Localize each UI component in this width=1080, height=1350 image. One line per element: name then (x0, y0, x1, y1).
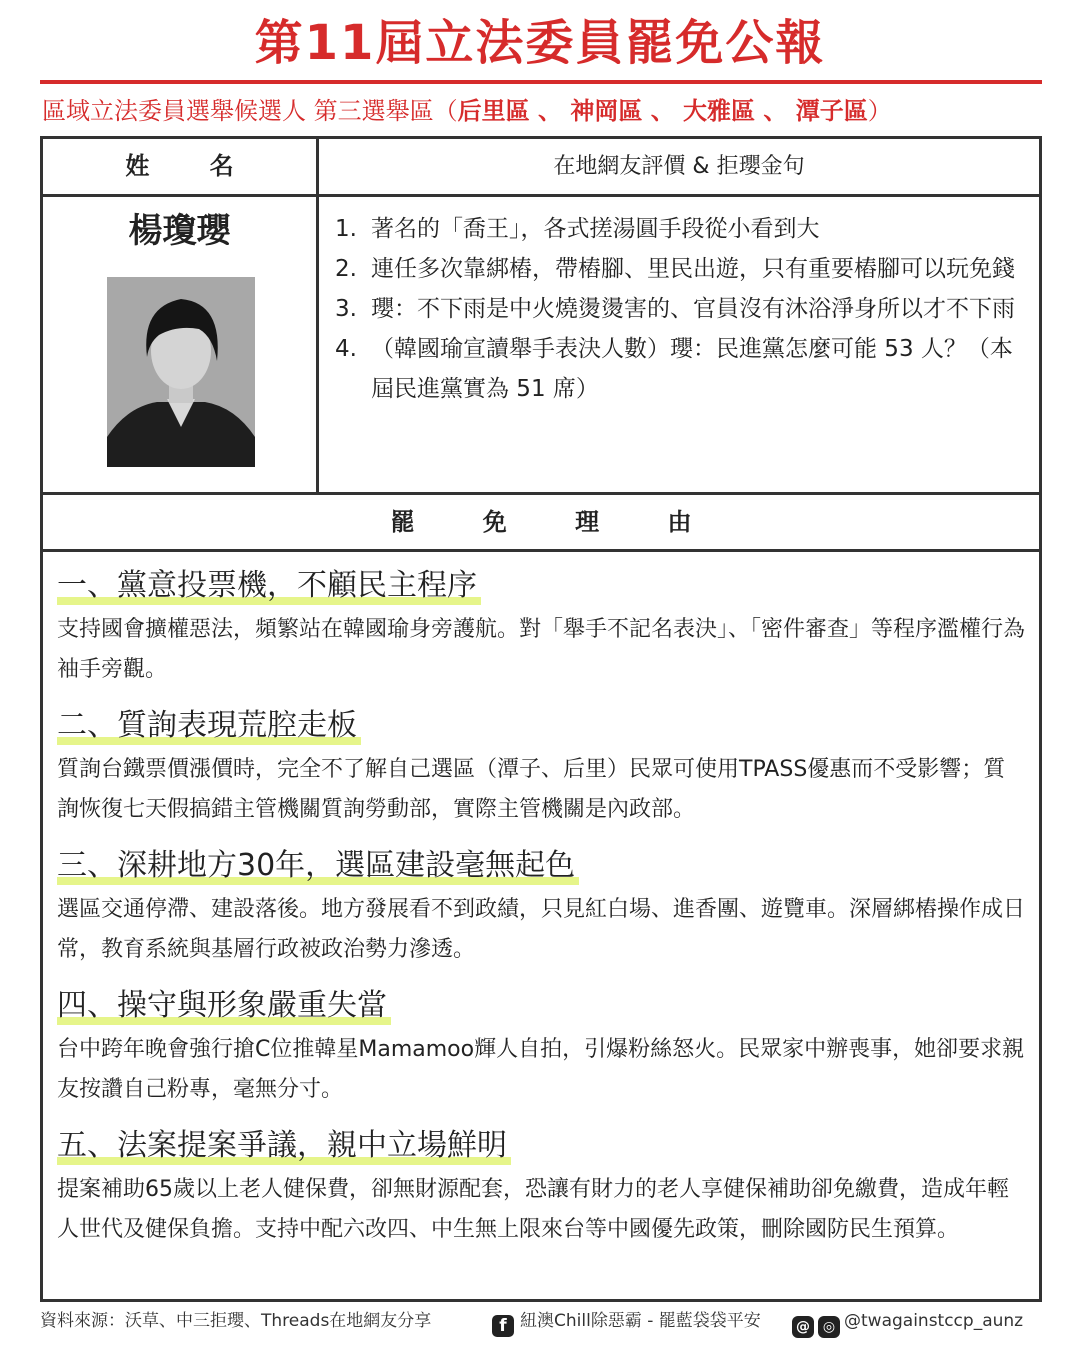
reason-item (57, 704, 1027, 830)
subtitle-prefix: 區域立法委員選舉候選人 第三選舉區（ (42, 97, 458, 125)
reason-body: 選區交通停滯、建設落後。地方發展看不到政績，只見紅白場、進香團、遊覽車。深層綁樁操作成日常，教育系統與基層行政被政治勢力滲透。 (57, 897, 1026, 962)
reason-item (57, 564, 1027, 690)
column-header-review: 在地網友評價 & 拒瓔金句 (553, 154, 805, 179)
reason-title: 五、法案提案爭議，親中立場鮮明 (57, 1124, 511, 1168)
bulletin-table (40, 136, 1042, 1302)
candidate-row (43, 197, 1039, 495)
reason-body: 提案補助65歲以上老人健保費，卻無財源配套，恐讓有財力的老人享健保補助卻免繳費，造成年輕人世代及健保負擔。支持中配六改四、中生無上限來台等中國優先政策，刪除國防民生預算。 (57, 1177, 1009, 1242)
candidate-name: 楊瓊瓔 (128, 211, 231, 251)
review-list (335, 209, 1021, 409)
reason-list (57, 564, 1027, 1264)
reason-body: 質詢台鐵票價漲價時，完全不了解自己選區（潭子、后里）民眾可使用TPASS優惠而不受影響；質詢恢復七天假搞錯主管機關質詢勞動部，實際主管機關是內政部。 (57, 757, 1006, 822)
instagram-handle: @twagainstccp_aunz (844, 1311, 1024, 1331)
review-cell (319, 197, 1039, 492)
source-credit: 資料來源：沃草、中三拒瓔、Threads在地網友分享 (40, 1311, 432, 1331)
reason-section-header: 罷 免 理 由 (43, 495, 1039, 552)
list-item: 3. 瓔：不下雨是中火燒燙燙害的、官員沒有沐浴淨身所以才不下雨 (335, 296, 1015, 322)
list-item: 2. 連任多次靠綁樁，帶樁腳、里民出遊，只有重要樁腳可以玩免錢 (335, 256, 1015, 282)
column-header-name: 姓 名 (43, 139, 319, 194)
instagram-credit (792, 1308, 1023, 1338)
subtitle-districts: 后里區 、 神岡區 、 大雅區 、 潭子區 (457, 97, 868, 125)
footer (40, 1308, 1042, 1334)
portrait-image (107, 277, 255, 467)
reason-item (57, 984, 1027, 1110)
reason-item (57, 844, 1027, 970)
table-header-row (43, 139, 1039, 197)
subtitle-suffix: ） (867, 97, 892, 125)
page-title: 第11屆立法委員罷免公報 (254, 15, 826, 71)
reason-body: 台中跨年晚會強行搶C位推韓星Mamamoo輝人自拍，引爆粉絲怒火。民眾家中辦喪事，她卻要求親友按讚自己粉專，毫無分寸。 (57, 1037, 1025, 1102)
threads-icon: @ (792, 1316, 814, 1338)
candidate-photo (107, 277, 255, 467)
reason-title: 三、深耕地方30年，選區建設毫無起色 (57, 844, 579, 888)
list-item: 1. 著名的「喬王」，各式搓湯圓手段從小看到大 (335, 216, 820, 242)
subtitle (42, 92, 1042, 130)
reason-title: 四、操守與形象嚴重失當 (57, 984, 391, 1028)
reason-title: 一、黨意投票機，不顧民主程序 (57, 564, 481, 608)
reason-body: 支持國會擴權惡法，頻繁站在韓國瑜身旁護航。對「舉手不記名表決」、「密件審查」等程序濫權行為袖手旁觀。 (57, 617, 1026, 682)
list-item: 4. （韓國瑜宣讀舉手表決人數）瓔：民進黨怎麼可能 53 人？（本屆民進黨實為 51 席） (335, 336, 1013, 402)
reason-item (57, 1124, 1027, 1250)
title-divider (40, 80, 1042, 84)
facebook-icon: f (492, 1315, 514, 1337)
candidate-cell (43, 197, 319, 492)
reason-title: 二、質詢表現荒腔走板 (57, 704, 361, 748)
facebook-page-name: 紐澳Chill除惡霸 - 罷藍袋袋平安 (520, 1311, 761, 1331)
instagram-icon: ◎ (818, 1316, 840, 1338)
facebook-credit (492, 1308, 761, 1337)
